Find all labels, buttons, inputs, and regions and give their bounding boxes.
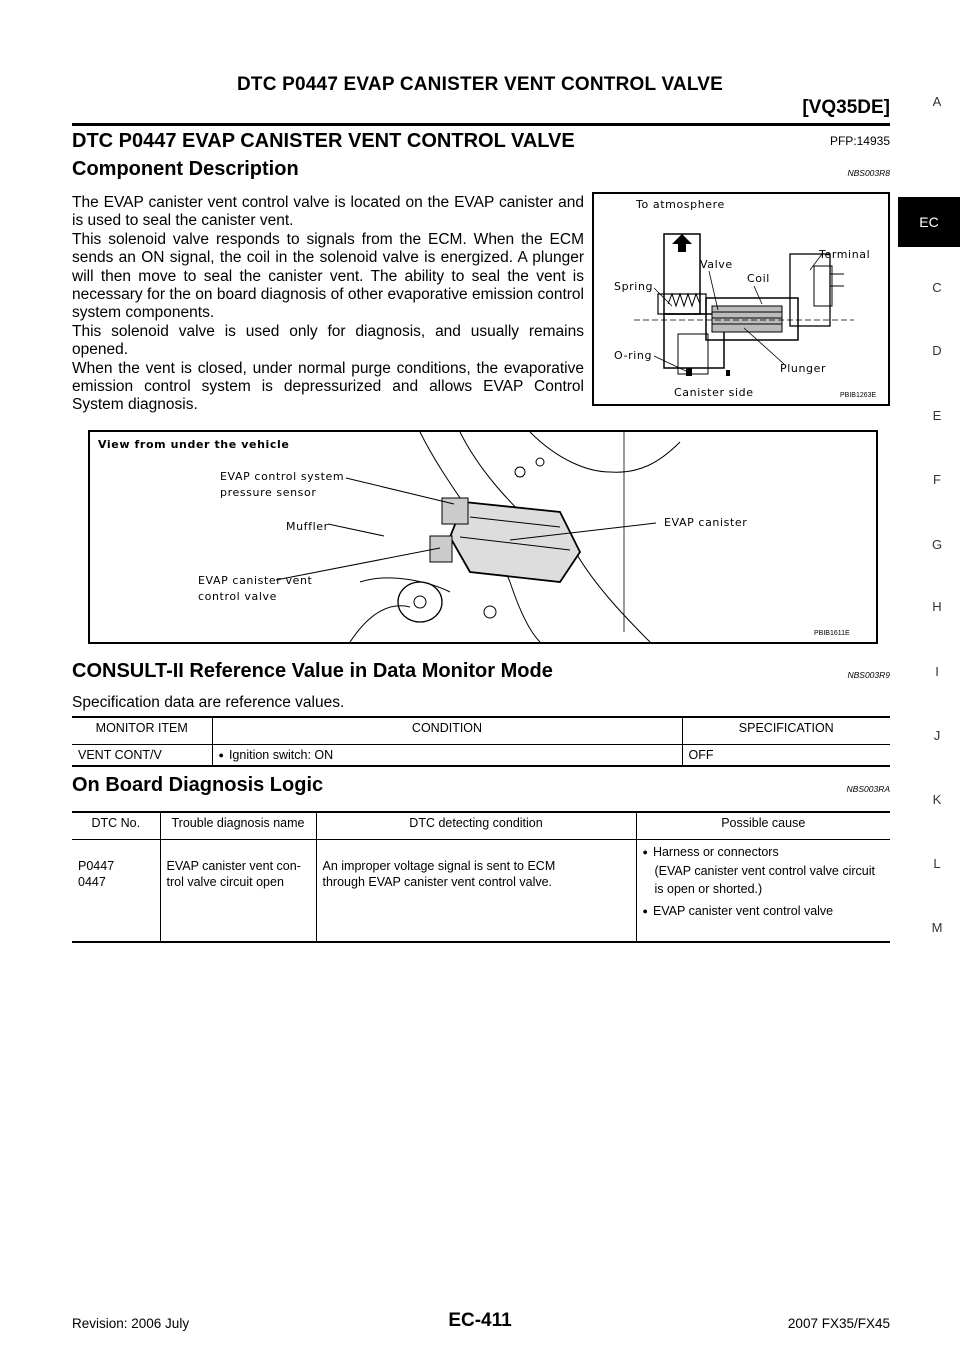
bullet-icon: ●	[218, 750, 224, 760]
sidebar-item-i[interactable]: I	[935, 664, 939, 679]
detecting-condition: through EVAP canister vent control valve.	[322, 875, 553, 889]
revision-label: Revision: 2006 July	[72, 1316, 190, 1331]
possible-cause: EVAP canister vent control valve	[652, 904, 834, 918]
obd-heading: On Board Diagnosis Logic	[72, 774, 324, 796]
obd-code: NBS003RA	[846, 784, 890, 794]
valve-diagram	[592, 192, 890, 406]
coil-label: Coil	[747, 272, 770, 285]
table-header: Possible cause	[636, 813, 890, 840]
canister-side-label: Canister side	[674, 386, 754, 399]
obd-table	[72, 813, 890, 943]
terminal-label: Terminal	[819, 248, 871, 261]
spring-label: Spring	[614, 280, 654, 293]
under-vehicle-drawing	[90, 432, 876, 642]
vent-valve-label-2: control valve	[198, 590, 278, 603]
figure-id: PBIB1611E	[814, 630, 850, 637]
to-atmosphere-label: To atmosphere	[636, 198, 725, 211]
diagnosis-name-cell	[160, 840, 316, 943]
component-text	[72, 194, 584, 415]
valve-label: Valve	[700, 258, 733, 271]
paragraph: This solenoid valve responds to signals from the ECM. When the ECM sends an ON signal, the coil in the solenoid valve is energized. A plunger will then move to seal the canister vent. The ability to seal the vent is necessary for the on board diagnosis of other evaporative emission control system components.	[72, 230, 584, 322]
condition-text: Ignition switch: ON	[228, 748, 334, 762]
bullet-icon: ●	[642, 847, 648, 857]
under-vehicle-diagram	[88, 430, 878, 644]
section-title: DTC P0447 EVAP CANISTER VENT CONTROL VALVE	[72, 130, 575, 152]
possible-cause: Harness or connectors	[652, 845, 779, 859]
consult-code: NBS003R9	[847, 670, 890, 680]
pressure-sensor-label-1: EVAP control system	[220, 470, 345, 483]
specification-cell: OFF	[682, 745, 890, 767]
sidebar-item-a[interactable]: A	[932, 94, 942, 109]
sidebar-item-e[interactable]: E	[932, 408, 942, 423]
table-row	[72, 840, 890, 943]
sidebar-item-ec[interactable]: EC	[898, 197, 960, 247]
sidebar-item-f[interactable]: F	[933, 472, 941, 487]
sidebar-item-m[interactable]: M	[931, 920, 943, 935]
table-header-row	[72, 813, 890, 840]
dtc-cell	[72, 840, 160, 943]
o-ring-label: O-ring	[614, 349, 653, 362]
detecting-condition: An improper voltage signal is sent to ECM	[322, 859, 556, 873]
component-heading: Component Description	[72, 158, 299, 180]
table-header: DTC No.	[72, 813, 160, 840]
plunger-label: Plunger	[780, 362, 827, 375]
table-header-row	[72, 718, 890, 745]
consult-table	[72, 718, 890, 767]
model-label: 2007 FX35/FX45	[787, 1316, 890, 1331]
sidebar-item-j[interactable]: J	[933, 728, 941, 743]
table-header: Trouble diagnosis name	[160, 813, 316, 840]
bullet-icon: ●	[642, 906, 648, 916]
condition-cell	[212, 745, 682, 767]
sidebar-item-c[interactable]: C	[932, 280, 942, 295]
paragraph: When the vent is closed, under normal purge conditions, the evaporative emission control system is depressurized and allows EVAP Control System diagnosis.	[72, 359, 584, 414]
pfp-code: PFP:14935	[829, 134, 890, 148]
diagnosis-name: trol valve circuit open	[166, 875, 284, 889]
component-code: NBS003R8	[847, 168, 890, 178]
sidebar-item-l[interactable]: L	[933, 856, 941, 871]
paragraph: The EVAP canister vent control valve is located on the EVAP canister and is used to seal the canister vent.	[72, 194, 584, 230]
possible-cause: (EVAP canister vent control valve circuit	[654, 864, 875, 878]
table-header: MONITOR ITEM	[72, 718, 212, 745]
table-header: DTC detecting condition	[316, 813, 636, 840]
paragraph: This solenoid valve is used only for diagnosis, and usually remains opened.	[72, 322, 584, 359]
sidebar-item-k[interactable]: K	[932, 792, 942, 807]
sidebar-item-d[interactable]: D	[932, 343, 942, 358]
vent-valve-label-1: EVAP canister vent	[198, 574, 313, 587]
detecting-condition-cell	[316, 840, 636, 943]
diagnosis-name: EVAP canister vent con-	[166, 859, 301, 873]
figure-id: PBIB1263E	[840, 392, 877, 399]
dtc-number: 0447	[78, 875, 106, 889]
canister-label: EVAP canister	[664, 516, 748, 529]
page-number: EC-411	[448, 1310, 512, 1331]
possible-cause-cell	[636, 840, 890, 943]
valve-diagram-drawing	[594, 194, 888, 404]
consult-heading: CONSULT-II Reference Value in Data Monitor Mode	[72, 660, 553, 682]
possible-cause: is open or shorted.)	[654, 882, 763, 896]
pressure-sensor-label-2: pressure sensor	[220, 486, 317, 499]
consult-note: Specification data are reference values.	[72, 694, 345, 711]
sidebar-item-g[interactable]: G	[931, 537, 943, 552]
table-header: CONDITION	[212, 718, 682, 745]
page-header-title: DTC P0447 EVAP CANISTER VENT CONTROL VALVE	[237, 74, 723, 95]
view-title: View from under the vehicle	[98, 438, 290, 451]
engine-label: [VQ35DE]	[802, 97, 890, 118]
dtc-number: P0447	[78, 859, 115, 873]
table-header: SPECIFICATION	[682, 718, 890, 745]
table-row	[72, 745, 890, 767]
monitor-item: VENT CONT/V	[72, 745, 212, 767]
arrow-up-icon	[672, 234, 692, 252]
header-rule	[72, 123, 890, 126]
sidebar-item-h[interactable]: H	[932, 599, 942, 614]
muffler-label: Muffler	[286, 520, 329, 533]
